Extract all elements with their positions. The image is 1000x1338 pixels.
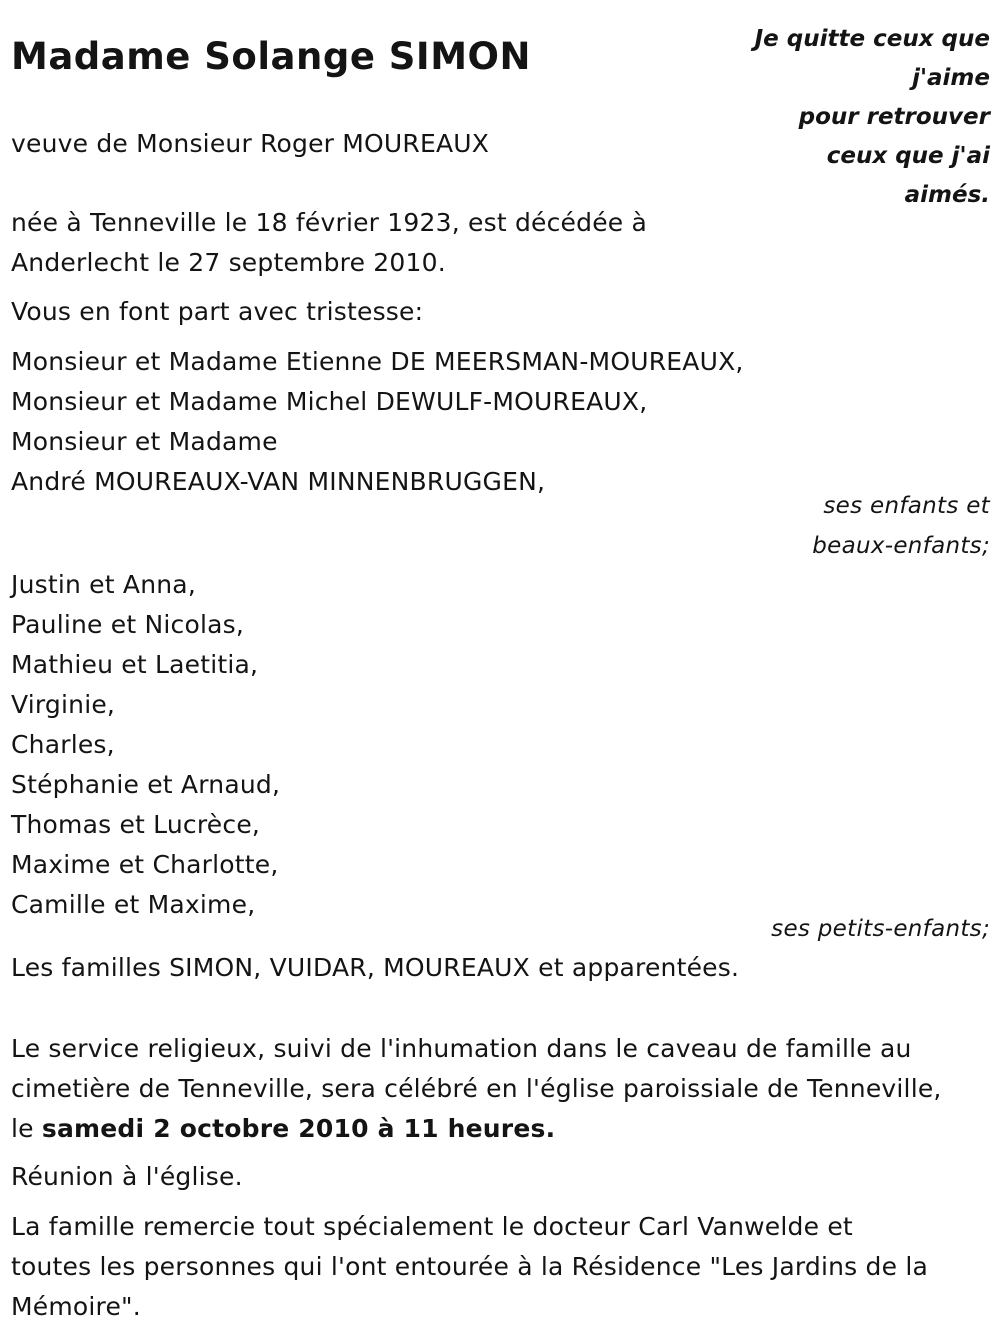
service-date-line [11, 1109, 942, 1149]
grandchild-entry: Pauline et Nicolas, [11, 610, 245, 639]
birth-death-info [11, 203, 647, 283]
children-line: Monsieur et Madame [11, 427, 278, 456]
service-date-prefix: le [11, 1114, 42, 1143]
children-line: André MOUREAUX-VAN MINNENBRUGGEN, [11, 467, 546, 496]
quote-line: aimés. [904, 182, 990, 208]
grandchild-entry: Camille et Maxime, [11, 890, 256, 919]
quote-line: j'aime [912, 65, 990, 91]
grandchildren-list [11, 565, 280, 925]
children-role: ses enfants et [823, 493, 990, 519]
thanks-line: Mémoire". [11, 1292, 141, 1321]
announcement: Vous en font part avec tristesse: [11, 297, 424, 326]
grandchild-entry: Thomas et Lucrèce, [11, 810, 261, 839]
service-date: samedi 2 octobre 2010 à 11 heures. [41, 1114, 556, 1143]
families-line: Les familles SIMON, VUIDAR, MOUREAUX et apparentées. [11, 953, 740, 982]
epitaph-quote [730, 20, 990, 215]
birth-death-line: née à Tenneville le 18 février 1923, est décédée à [11, 208, 648, 237]
grandchildren-role: ses petits-enfants; [771, 916, 990, 942]
thanks-line: toutes les personnes qui l'ont entourée à la Résidence "Les Jardins de la [11, 1252, 929, 1281]
children-line: Monsieur et Madame Etienne DE MEERSMAN-MOUREAUX, [11, 347, 744, 376]
thanks-info [11, 1207, 928, 1327]
service-line: Le service religieux, suivi de l'inhumation dans le caveau de famille au [11, 1034, 912, 1063]
birth-death-line: Anderlecht le 27 septembre 2010. [11, 248, 446, 277]
children-role: beaux-enfants; [812, 533, 990, 559]
grandchild-entry: Mathieu et Laetitia, [11, 650, 259, 679]
quote-line: Je quitte ceux que [754, 26, 990, 52]
widow-line: veuve de Monsieur Roger MOUREAUX [11, 129, 490, 158]
grandchild-entry: Justin et Anna, [11, 570, 196, 599]
grandchild-entry: Stéphanie et Arnaud, [11, 770, 281, 799]
service-line: cimetière de Tenneville, sera célébré en l'église paroissiale de Tenneville, [11, 1074, 942, 1103]
children-line: Monsieur et Madame Michel DEWULF-MOUREAUX, [11, 387, 648, 416]
thanks-line: La famille remercie tout spécialement le docteur Carl Vanwelde et [11, 1212, 853, 1241]
grandchild-entry: Charles, [11, 730, 115, 759]
grandchild-entry: Maxime et Charlotte, [11, 850, 279, 879]
service-info [11, 1029, 942, 1149]
grandchild-entry: Virginie, [11, 690, 116, 719]
children-list [11, 342, 744, 502]
meeting-line: Réunion à l'église. [11, 1162, 243, 1191]
quote-line: ceux que j'ai [826, 143, 990, 169]
quote-line: pour retrouver [798, 104, 990, 130]
deceased-name: Madame Solange SIMON [11, 35, 531, 78]
